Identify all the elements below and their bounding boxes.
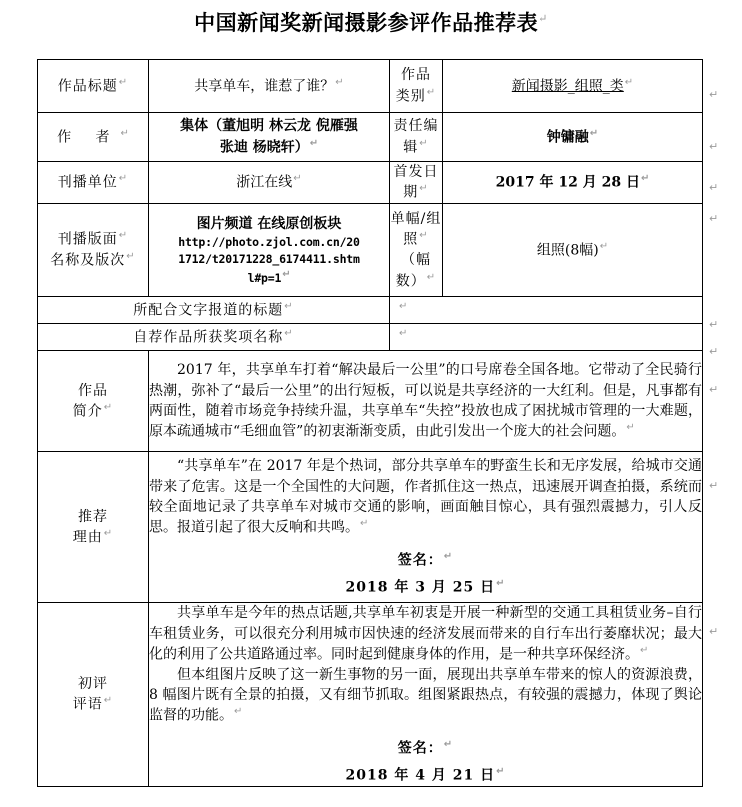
publisher-value-cell xyxy=(149,162,390,204)
review-body-cell[interactable] xyxy=(149,603,703,787)
table-row-review xyxy=(38,603,703,787)
pilcrow-mark: ↵ xyxy=(709,140,719,153)
review-date-line: 2018 年 4 月 21 日↵ xyxy=(345,766,506,784)
single-or-group-value: 组照(8幅) xyxy=(536,242,599,259)
single-or-group-value-cell xyxy=(443,204,703,297)
table-row-page-info xyxy=(38,204,703,297)
pilcrow-mark: ↵ xyxy=(120,127,139,139)
self-nominated-awards-label: 自荐作品所获奖项名称 xyxy=(133,329,284,346)
intro-body-cell[interactable] xyxy=(149,351,703,452)
page-title-text: 中国新闻奖新闻摄影参评作品推荐表 xyxy=(194,10,539,35)
reason-date-line: 2018 年 3 月 25 日↵ xyxy=(345,578,506,596)
pilcrow-mark: ↵ xyxy=(709,318,719,331)
pilcrow-mark: ↵ xyxy=(626,422,635,434)
recommendation-form-table xyxy=(37,59,703,787)
pilcrow-mark: ↵ xyxy=(426,271,437,283)
reason-label-cell xyxy=(38,452,149,603)
pilcrow-mark: ↵ xyxy=(426,86,437,98)
pilcrow-mark: ↵ xyxy=(118,230,129,242)
page-info-url-line2: 1712/t20171228_6174411.shtm xyxy=(178,252,360,267)
review-label-line2: 评语↵ xyxy=(72,695,114,714)
page-info-url-line3: l#p=1↵ xyxy=(247,268,291,285)
editor-label: 责任编辑 xyxy=(393,118,439,156)
table-row-reason xyxy=(38,452,703,603)
pilcrow-mark: ↵ xyxy=(709,88,719,101)
first-publish-date-value: 2017 年 12 月 28 日 xyxy=(495,174,640,191)
reason-paragraph: “共享单车”在 2017 年是个热词，部分共享单车的野蛮生长和无序发展，给城市交通带来了危害。这是一个全国性的大问题，作者抓住这一热点，迅速展开调查拍摄，系统而较全面地记录了共享单车对城市交通的影响，画面触目惊心，具有强烈震撼力，引人反思。报道引起了很大反响和共鸣。↵ xyxy=(149,458,702,536)
single-or-group-label-line2: （幅数）↵ xyxy=(395,252,437,290)
pilcrow-mark: ↵ xyxy=(496,766,506,778)
companion-report-value-cell[interactable] xyxy=(390,297,703,324)
category-value: 新闻摄影_组照_类 xyxy=(511,78,624,95)
page-info-label-line1: 刊播版面↵ xyxy=(57,230,129,248)
pilcrow-mark: ↵ xyxy=(709,181,719,194)
pilcrow-mark: ↵ xyxy=(640,173,650,185)
category-label-line2: 类别↵ xyxy=(395,86,437,105)
pilcrow-mark: ↵ xyxy=(234,706,243,718)
review-paragraph-2: 但本组图片反映了这一新生事物的另一面，展现出共享单车带来的惊人的资源浪费，8 幅图片既有全景的拍摄，又有细节抓取。组图紧跟热点，有较强的震撼力，体现了舆论监督的功能。↵ xyxy=(149,666,702,725)
review-signature-line: 签名：↵ xyxy=(397,739,454,757)
pilcrow-mark: ↵ xyxy=(443,551,454,563)
first-publish-date-label-cell xyxy=(390,162,443,204)
single-or-group-label-line1: 单幅/组照↵ xyxy=(390,211,442,248)
pilcrow-mark: ↵ xyxy=(419,137,429,149)
pilcrow-mark: ↵ xyxy=(103,695,114,707)
pilcrow-mark: ↵ xyxy=(335,76,344,88)
work-title-label: 作品标题 xyxy=(57,78,118,95)
author-value-line1: 集体（董旭明 林云龙 倪雁强 xyxy=(180,118,358,135)
pilcrow-mark: ↵ xyxy=(709,625,719,638)
reason-signature-line: 签名：↵ xyxy=(397,551,454,569)
category-label-line1: 作品 xyxy=(401,67,431,84)
pilcrow-mark: ↵ xyxy=(496,578,506,590)
pilcrow-mark: ↵ xyxy=(709,212,719,225)
pilcrow-mark: ↵ xyxy=(118,76,129,88)
single-or-group-label-cell xyxy=(390,204,443,297)
author-label-cell xyxy=(38,113,149,162)
reason-label-line2: 理由↵ xyxy=(72,527,114,546)
author-value-line2: 张迪 杨晓轩）↵ xyxy=(219,137,319,156)
category-label-cell xyxy=(390,60,443,113)
page-info-value-cell xyxy=(149,204,390,297)
table-row-publisher xyxy=(38,162,703,204)
author-label: 作 者 xyxy=(57,129,120,146)
table-row-companion-report xyxy=(38,297,703,324)
pilcrow-mark: ↵ xyxy=(118,173,129,185)
pilcrow-mark: ↵ xyxy=(103,527,114,539)
table-row-work-title xyxy=(38,60,703,113)
reason-label-line1: 推荐 xyxy=(78,508,108,525)
companion-report-label: 所配合文字报道的标题 xyxy=(133,302,284,319)
pilcrow-mark: ↵ xyxy=(399,300,408,312)
pilcrow-mark: ↵ xyxy=(419,183,429,195)
review-label-cell xyxy=(38,603,149,787)
pilcrow-mark: ↵ xyxy=(293,173,302,185)
page-info-channel: 图片频道 在线原创板块 xyxy=(196,216,342,233)
pilcrow-mark: ↵ xyxy=(640,644,649,656)
review-paragraph-1: 共享单车是今年的热点话题,共享单车初衷是开展一种新型的交通工具租赁业务–自行车租赁业务，可以很充分利用城市因快速的经济发展而带来的自行车出行萎靡状况；最大化的利用了公共道路通过率。同时起到健康身体的作用，是一种共享环保经济。↵ xyxy=(149,605,702,663)
table-row-author xyxy=(38,113,703,162)
page-info-url-line1: http://photo.zjol.com.cn/20 xyxy=(178,235,360,250)
pilcrow-mark: ↵ xyxy=(103,401,114,413)
review-label-line1: 初评 xyxy=(78,676,108,693)
pilcrow-mark: ↵ xyxy=(309,137,319,149)
author-value-cell xyxy=(149,113,390,162)
pilcrow-mark: ↵ xyxy=(443,739,454,751)
page-info-label-line2: 名称及版次↵ xyxy=(50,251,136,269)
intro-label-line1: 作品 xyxy=(78,382,108,399)
pilcrow-mark: ↵ xyxy=(709,345,719,358)
publisher-label: 刊播单位 xyxy=(57,174,118,191)
category-value-cell xyxy=(443,60,703,113)
pilcrow-mark: ↵ xyxy=(709,383,719,396)
editor-label-cell xyxy=(390,113,443,162)
work-title-value: 共享单车，谁惹了谁？ xyxy=(194,78,335,95)
self-nominated-awards-value-cell[interactable] xyxy=(390,324,703,351)
pilcrow-mark: ↵ xyxy=(589,127,599,139)
self-nominated-awards-label-cell xyxy=(38,324,390,351)
pilcrow-mark: ↵ xyxy=(282,268,291,280)
pilcrow-mark: ↵ xyxy=(624,76,634,88)
reason-body-cell[interactable] xyxy=(149,452,703,603)
work-title-value-cell xyxy=(149,60,390,113)
pilcrow-mark: ↵ xyxy=(284,300,294,312)
pilcrow-mark: ↵ xyxy=(709,479,719,492)
first-publish-date-label: 首发日期 xyxy=(393,164,439,201)
companion-report-label-cell xyxy=(38,297,390,324)
page-info-label-cell xyxy=(38,204,149,297)
editor-value: 钟镛融 xyxy=(546,129,589,146)
pilcrow-mark: ↵ xyxy=(126,251,136,263)
publisher-label-cell xyxy=(38,162,149,204)
publisher-value: 浙江在线 xyxy=(236,174,293,191)
editor-value-cell xyxy=(443,113,703,162)
first-publish-date-value-cell xyxy=(443,162,703,204)
intro-label-cell xyxy=(38,351,149,452)
intro-label-line2: 简介↵ xyxy=(72,401,114,420)
paragraph-marks-gutter xyxy=(709,0,739,807)
table-row-intro xyxy=(38,351,703,452)
pilcrow-mark: ↵ xyxy=(419,230,429,242)
pilcrow-mark: ↵ xyxy=(538,12,548,25)
work-title-label-cell xyxy=(38,60,149,113)
pilcrow-mark: ↵ xyxy=(360,518,369,530)
pilcrow-mark: ↵ xyxy=(284,327,294,339)
pilcrow-mark: ↵ xyxy=(599,240,609,252)
page-title xyxy=(0,0,742,37)
intro-paragraph: 2017 年，共享单车打着“解决最后一公里”的口号席卷全国各地。它带动了全民骑行热潮，弥补了“最后一公里”的出行短板，可以说是共享经济的一大红利。但是，凡事都有两面性，随着市场竞争持续升温，共享单车“失控”投放也成了困扰城市管理的一大难题，原本疏通城市“毛细血管”的初衷渐渐变质，由此引发出一个庞大的社会问题。↵ xyxy=(149,362,702,440)
pilcrow-mark: ↵ xyxy=(399,327,408,339)
table-row-self-nominated-awards xyxy=(38,324,703,351)
